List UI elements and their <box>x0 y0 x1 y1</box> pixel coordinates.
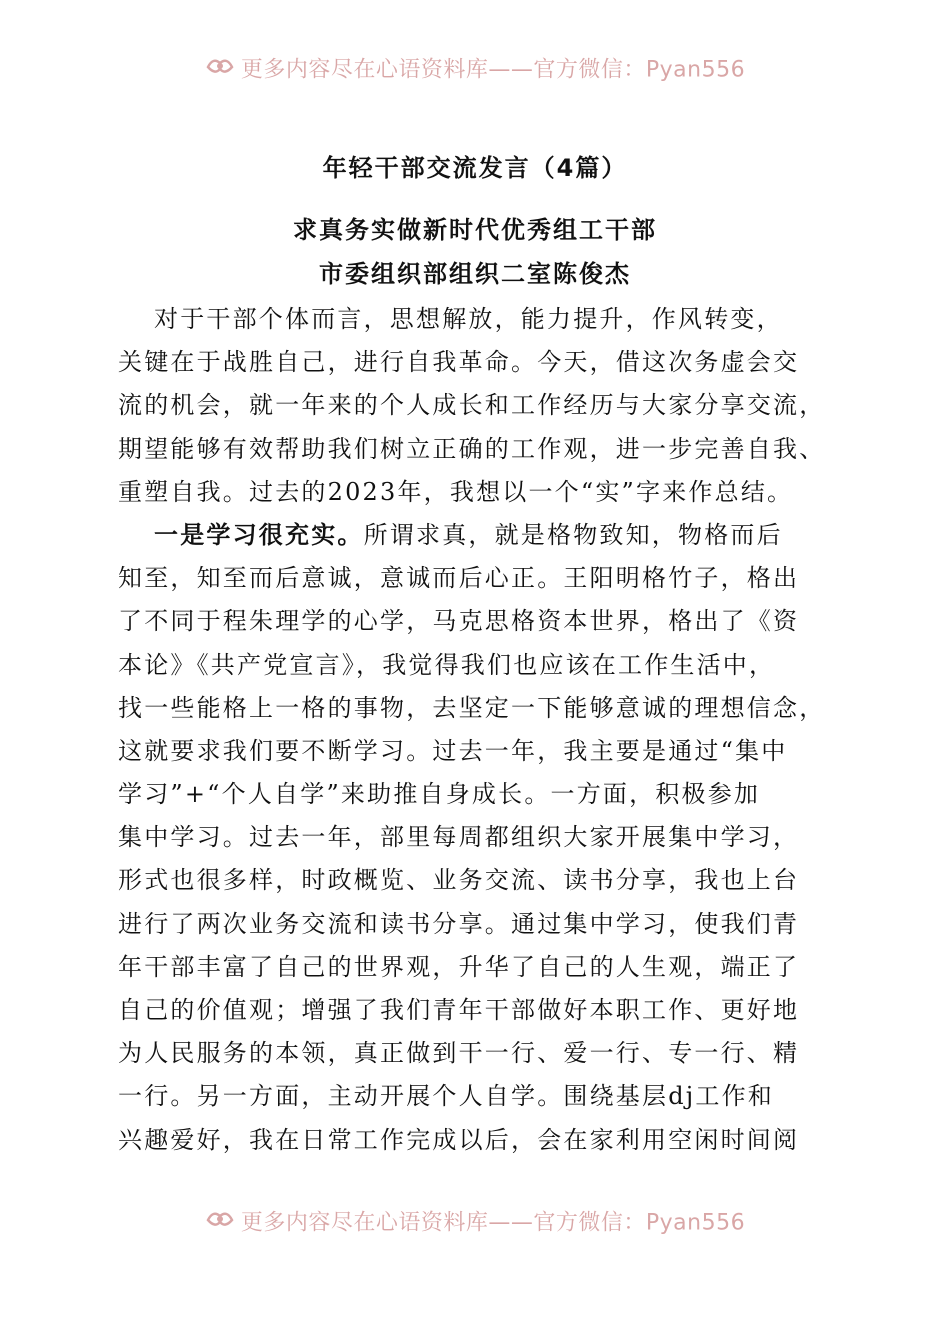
paragraph-line: 兴趣爱好，我在日常工作完成以后，会在家利用空闲时间阅 <box>118 1125 800 1154</box>
watermark-footer <box>0 1208 950 1239</box>
document-body <box>118 298 838 1162</box>
paragraph-line: 知至，知至而后意诚，意诚而后心正。王阳明格竹子，格出 <box>118 564 800 593</box>
paragraph-line: 这就要求我们要不断学习。过去一年，我主要是通过“集中 <box>118 736 788 765</box>
paragraph-line: 找一些能格上一格的事物，去坚定一下能够意诚的理想信念， <box>118 693 826 722</box>
section-heading: 一是学习很充实。 <box>154 520 364 549</box>
paragraph-line <box>118 514 838 557</box>
watermark-text: 更多内容尽在心语资料库——官方微信：Pyan556 <box>240 57 746 83</box>
paragraph-text: 所谓求真，就是格物致知，物格而后 <box>363 520 783 549</box>
logo-icon <box>205 55 235 86</box>
paragraph-line: 了不同于程朱理学的心学，马克思格资本世界，格出了《资 <box>118 607 800 636</box>
paragraph-line: 本论》《共产党宣言》，我觉得我们也应该在工作生活中， <box>118 650 776 679</box>
logo-icon <box>205 1208 235 1239</box>
paragraph-line: 集中学习。过去一年，部里每周都组织大家开展集中学习， <box>118 823 800 852</box>
paragraph-line: 学习”+“个人自学”来助推自身成长。一方面，积极参加 <box>118 780 761 809</box>
section-title: 求真务实做新时代优秀组工干部 <box>293 216 657 244</box>
paragraph-line: 对于干部个体而言，思想解放，能力提升，作风转变， <box>154 305 783 333</box>
page-title: 年轻干部交流发言（4篇） <box>322 154 628 182</box>
paragraph-line: 一行。另一方面，主动开展个人自学。围绕基层dj工作和 <box>118 1082 775 1111</box>
watermark-header <box>0 55 950 86</box>
paragraph-line: 重塑自我。过去的2023年，我想以一个“实”字来作总结。 <box>118 477 794 506</box>
paragraph-line: 形式也很多样，时政概览、业务交流、读书分享，我也上台 <box>118 866 800 895</box>
paragraph-line: 期望能够有效帮助我们树立正确的工作观，进一步完善自我、 <box>118 434 826 463</box>
author-line: 市委组织部组织二室陈俊杰 <box>319 260 631 288</box>
paragraph-line: 年干部丰富了自己的世界观，升华了自己的人生观，端正了 <box>118 952 800 981</box>
paragraph-line: 进行了两次业务交流和读书分享。通过集中学习，使我们青 <box>118 909 800 938</box>
paragraph-line: 关键在于战胜自己，进行自我革命。今天，借这次务虚会交 <box>118 348 800 377</box>
watermark-text: 更多内容尽在心语资料库——官方微信：Pyan556 <box>240 1210 746 1236</box>
paragraph-line: 为人民服务的本领，真正做到干一行、爱一行、专一行、精 <box>118 1039 800 1068</box>
paragraph-line: 流的机会，就一年来的个人成长和工作经历与大家分享交流， <box>118 391 826 420</box>
paragraph-line: 自己的价值观；增强了我们青年干部做好本职工作、更好地 <box>118 996 800 1024</box>
